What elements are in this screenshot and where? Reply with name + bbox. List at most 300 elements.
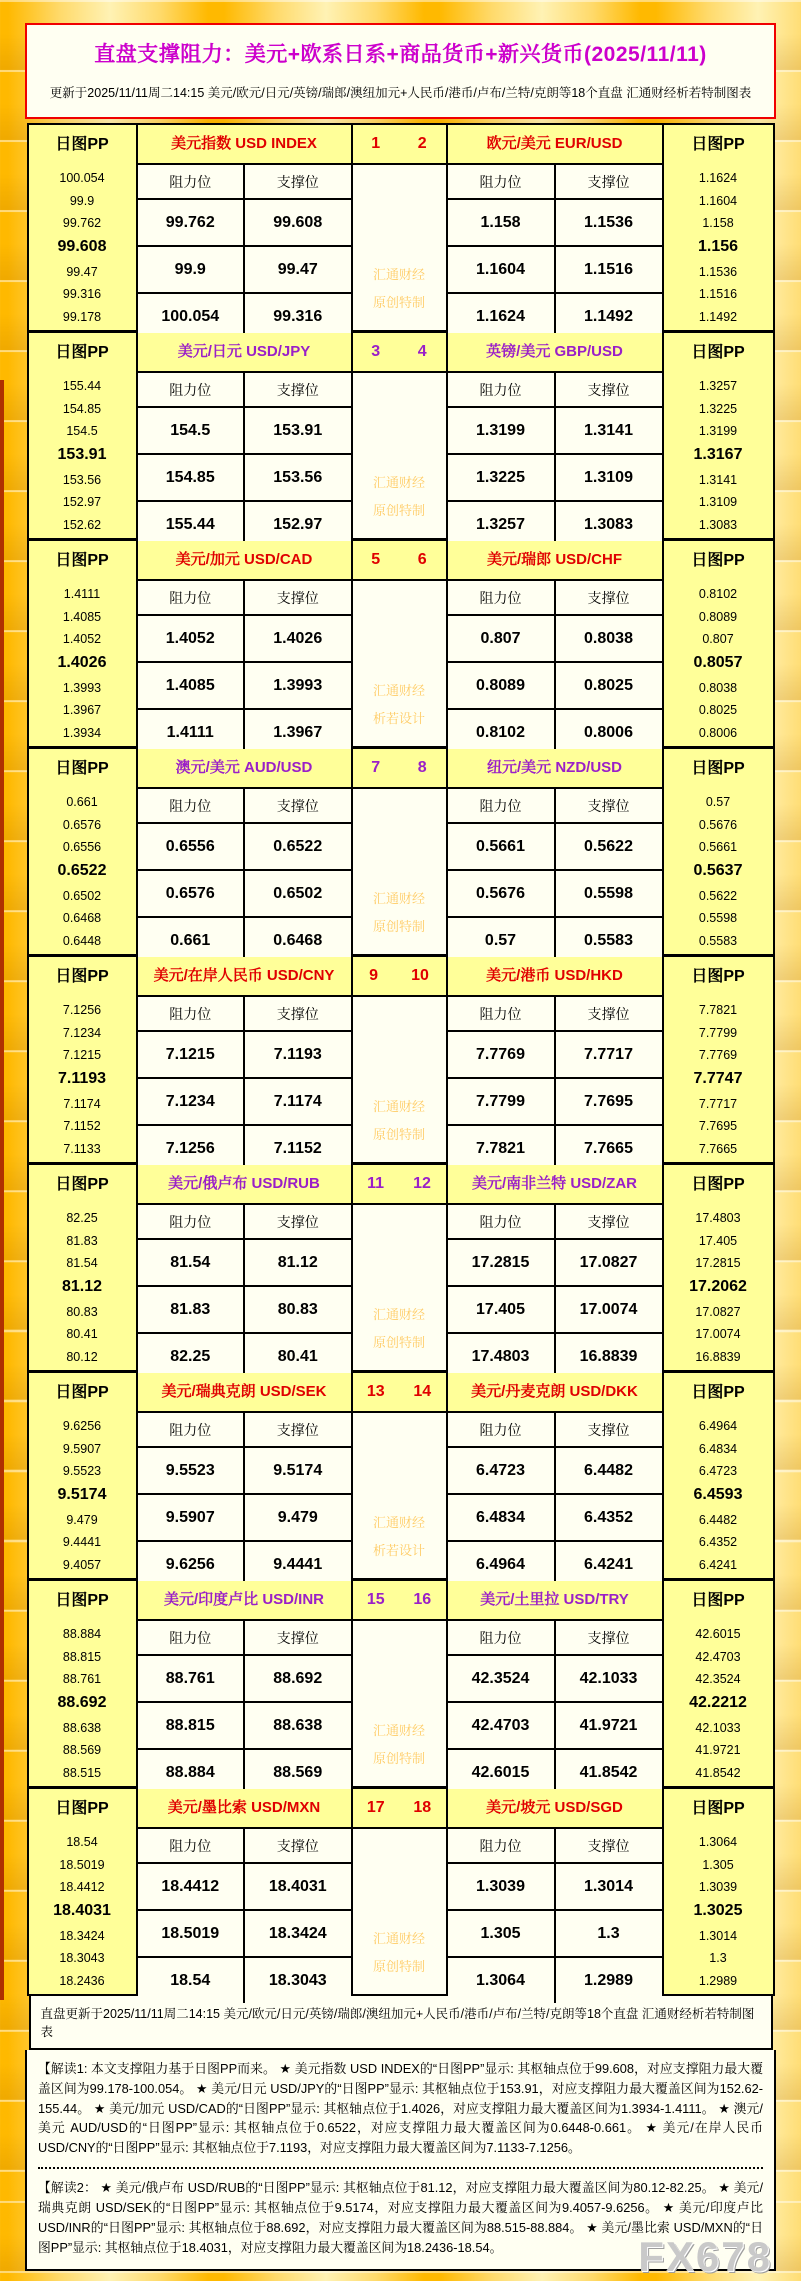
pp-level: 154.5 bbox=[66, 424, 98, 439]
pair-title-left: 美元/日元 USD/JPY bbox=[138, 333, 351, 373]
currency-section bbox=[29, 1373, 773, 1581]
pp-values-left bbox=[29, 997, 136, 1162]
pair-panel-right bbox=[448, 541, 664, 746]
pair-panel-right bbox=[448, 1789, 664, 1994]
support-cell: 1.3083 bbox=[555, 501, 662, 547]
pp-level: 9.5907 bbox=[62, 1441, 102, 1456]
support-cell: 99.47 bbox=[244, 246, 351, 293]
center-column bbox=[353, 541, 448, 746]
huitong-watermark bbox=[353, 997, 446, 1162]
daily-pp-label: 日图PP bbox=[55, 1176, 109, 1193]
pp-column-left bbox=[29, 333, 138, 538]
resistance-header: 阻力位 bbox=[448, 1205, 555, 1239]
support-cell: 1.1536 bbox=[555, 199, 662, 246]
pp-level-pivot: 1.156 bbox=[697, 238, 739, 256]
pp-column-left bbox=[29, 749, 138, 954]
note-1: 【解读1: 本文支撑阻力基于日图PP而来。 ★ 美元指数 USD INDEX的“日图PP”显示: 其枢轴点位于99.608，对应支撑阻力最大覆盖区间为99.178-100.054。 ★ 美元/日元 USD/JPY的“日图PP”显示: 其枢轴点位于153.91，对应支撑阻力最大覆盖区间为152.62-155.44。 ★ 美元/加元 USD/CAD的“日图PP”显示: 其枢轴点位于1.4026，对应支撑阻力最大覆盖区间为1.3934-1.4111。 ★ 澳元/美元 AUD/USD的“日图PP”显示: 其枢轴点位于0.6522，对应支撑阻力最大覆盖区间为0.6448-0.661。 ★ 美元/在岸人民币 USD/CNY的“日图PP”显示: 其枢轴点位于7.1193，对应支撑阻力最大覆盖区间为7.1133-7.1256。 bbox=[38, 2061, 763, 2156]
pp-values-right bbox=[664, 1621, 773, 1786]
currency-section bbox=[29, 749, 773, 957]
pp-level: 7.1234 bbox=[62, 1025, 102, 1040]
pp-column-left bbox=[29, 1789, 138, 1994]
resistance-cell: 7.7821 bbox=[448, 1125, 555, 1171]
section-number-right: 2 bbox=[417, 135, 427, 152]
center-column bbox=[353, 1789, 448, 1994]
pp-level-pivot: 42.2212 bbox=[689, 1694, 747, 1712]
pair-title-left: 美元/印度卢比 USD/INR bbox=[138, 1581, 351, 1621]
section-number-left: 3 bbox=[371, 343, 381, 360]
pp-values-left bbox=[29, 1621, 136, 1786]
pp-level-pivot: 81.12 bbox=[61, 1278, 103, 1296]
pair-title-right: 欧元/美元 EUR/USD bbox=[448, 125, 662, 165]
pp-level: 0.8038 bbox=[698, 680, 738, 695]
pp-level: 154.85 bbox=[62, 401, 102, 416]
pair-title-left: 美元/加元 USD/CAD bbox=[138, 541, 351, 581]
huitong-watermark bbox=[353, 1413, 446, 1578]
resistance-cell: 1.1624 bbox=[448, 293, 555, 339]
support-cell: 41.8542 bbox=[555, 1749, 662, 1795]
daily-pp-label: 日图PP bbox=[55, 1592, 109, 1609]
watermark-line-2: 析若设计 bbox=[372, 1542, 425, 1558]
resistance-cell: 0.5661 bbox=[448, 823, 555, 870]
rs-table-left bbox=[138, 789, 351, 963]
daily-pp-label: 日图PP bbox=[691, 968, 745, 985]
resistance-cell: 1.3225 bbox=[448, 454, 555, 501]
resistance-cell: 0.661 bbox=[138, 917, 245, 963]
currency-section bbox=[29, 541, 773, 749]
pp-values-left bbox=[29, 789, 136, 954]
section-numbers bbox=[353, 541, 446, 581]
support-cell: 9.4441 bbox=[244, 1541, 351, 1587]
pp-column-left bbox=[29, 125, 138, 330]
update-line: 更新于2025/11/11周二14:15 美元/欧元/日元/英镑/瑞郎/澳纽加元+人民币/港币/卢布/兰特/克朗等18个直盘 汇通财经析若特制图表 bbox=[49, 86, 752, 100]
pp-level: 7.1133 bbox=[63, 1141, 101, 1156]
pp-level: 1.3 bbox=[709, 1951, 727, 1966]
pp-level: 1.1604 bbox=[698, 193, 738, 208]
resistance-header: 阻力位 bbox=[448, 997, 555, 1031]
support-cell: 152.97 bbox=[244, 501, 351, 547]
daily-pp-label: 日图PP bbox=[55, 136, 109, 153]
support-cell: 80.83 bbox=[244, 1286, 351, 1333]
pp-level: 7.7821 bbox=[698, 1003, 738, 1018]
resistance-cell: 9.6256 bbox=[138, 1541, 245, 1587]
huitong-watermark bbox=[353, 1205, 446, 1370]
pp-level: 18.2436 bbox=[59, 1973, 105, 1988]
daily-pp-label: 日图PP bbox=[691, 1176, 745, 1193]
watermark-line-1: 汇通财经 bbox=[372, 1307, 425, 1323]
pp-level: 0.8089 bbox=[698, 609, 738, 624]
pair-panel-left bbox=[138, 541, 353, 746]
daily-pp-label: 日图PP bbox=[55, 552, 109, 569]
pp-level: 99.762 bbox=[62, 216, 102, 231]
section-number-left: 17 bbox=[366, 1799, 385, 1816]
pp-level: 1.3014 bbox=[698, 1928, 738, 1943]
pp-column-left bbox=[29, 1581, 138, 1786]
pp-level: 0.8025 bbox=[698, 703, 738, 718]
watermark-line-2: 原创特制 bbox=[372, 918, 425, 934]
section-numbers bbox=[353, 1165, 446, 1205]
pp-level: 9.6256 bbox=[62, 1419, 102, 1434]
support-cell: 99.608 bbox=[244, 199, 351, 246]
rs-table-left bbox=[138, 1829, 351, 2003]
resistance-cell: 42.4703 bbox=[448, 1702, 555, 1749]
support-header: 支撑位 bbox=[555, 373, 662, 407]
support-cell: 6.4352 bbox=[555, 1494, 662, 1541]
section-numbers bbox=[353, 1581, 446, 1621]
pp-level: 6.4723 bbox=[698, 1464, 738, 1479]
pp-level: 1.4085 bbox=[62, 609, 102, 624]
pp-column-right bbox=[664, 333, 773, 538]
resistance-header: 阻力位 bbox=[138, 1205, 245, 1239]
resistance-cell: 82.25 bbox=[138, 1333, 245, 1379]
watermark-line-1: 汇通财经 bbox=[372, 683, 425, 699]
resistance-cell: 1.305 bbox=[448, 1910, 555, 1957]
support-header: 支撑位 bbox=[555, 1413, 662, 1447]
currency-section bbox=[29, 333, 773, 541]
rs-table-right bbox=[448, 997, 662, 1171]
pp-level: 7.1174 bbox=[63, 1096, 101, 1111]
support-header: 支撑位 bbox=[555, 1205, 662, 1239]
support-cell: 0.8038 bbox=[555, 615, 662, 662]
section-number-right: 12 bbox=[413, 1175, 431, 1192]
pp-level: 17.0827 bbox=[695, 1304, 741, 1319]
rs-table-right bbox=[448, 1829, 662, 2003]
pp-values-right bbox=[664, 1413, 773, 1578]
support-header: 支撑位 bbox=[244, 997, 351, 1031]
resistance-cell: 0.6576 bbox=[138, 870, 245, 917]
note-2: 【解读2： ★ 美元/俄卢布 USD/RUB的“日图PP”显示: 其枢轴点位于81.12，对应支撑阻力最大覆盖区间为80.12-82.25。 ★ 美元/瑞典克朗 USD/SEK的“日图PP”显示: 其枢轴点位于9.5174，对应支撑阻力最大覆盖区间为9.4057-9.6256。 ★ 美元/印度卢比 USD/INR的“日图PP”显示: 其枢轴点位于88.692，对应支撑阻力最大覆盖区间为88.515-88.884。 ★ 美元/墨比索 USD/MXN的“日图PP”显示: 其枢轴点位于18.4031，对应支撑阻力最大覆盖区间为18.2436-18.54。 bbox=[38, 2167, 763, 2257]
pair-panel-right bbox=[448, 957, 664, 1162]
rs-table-right bbox=[448, 1621, 662, 1795]
resistance-cell: 0.6556 bbox=[138, 823, 245, 870]
pair-panel-left bbox=[138, 1165, 353, 1370]
watermark-line-2: 析若设计 bbox=[372, 710, 425, 726]
rs-table-left bbox=[138, 1205, 351, 1379]
resistance-cell: 6.4723 bbox=[448, 1447, 555, 1494]
rs-table-right bbox=[448, 1413, 662, 1587]
pair-title-left: 澳元/美元 AUD/USD bbox=[138, 749, 351, 789]
resistance-cell: 6.4964 bbox=[448, 1541, 555, 1587]
resistance-header: 阻力位 bbox=[448, 581, 555, 615]
rs-table-left bbox=[138, 373, 351, 547]
pp-level-pivot: 18.4031 bbox=[53, 1902, 111, 1920]
pp-level: 1.3083 bbox=[698, 517, 738, 532]
section-number-left: 15 bbox=[366, 1591, 385, 1608]
pp-level-pivot: 17.2062 bbox=[689, 1278, 747, 1296]
resistance-cell: 0.807 bbox=[448, 615, 555, 662]
pp-level: 6.4834 bbox=[698, 1441, 738, 1456]
pp-level: 1.3141 bbox=[698, 472, 738, 487]
daily-pp-label: 日图PP bbox=[691, 1592, 745, 1609]
pp-level: 18.54 bbox=[66, 1835, 98, 1850]
support-cell: 81.12 bbox=[244, 1239, 351, 1286]
support-cell: 1.3 bbox=[555, 1910, 662, 1957]
pp-level: 16.8839 bbox=[695, 1349, 741, 1364]
pp-level-pivot: 88.692 bbox=[57, 1694, 107, 1712]
section-number-right: 16 bbox=[413, 1591, 432, 1608]
resistance-header: 阻力位 bbox=[138, 997, 245, 1031]
center-column bbox=[353, 333, 448, 538]
pp-level-pivot: 1.4026 bbox=[57, 654, 107, 672]
resistance-cell: 88.815 bbox=[138, 1702, 245, 1749]
watermark-line-2: 原创特制 bbox=[372, 1750, 425, 1766]
huitong-watermark bbox=[353, 789, 446, 954]
pair-title-right: 英镑/美元 GBP/USD bbox=[448, 333, 662, 373]
resistance-header: 阻力位 bbox=[138, 165, 245, 199]
resistance-cell: 1.3039 bbox=[448, 1863, 555, 1910]
pp-level: 1.3064 bbox=[698, 1835, 738, 1850]
pp-level: 0.57 bbox=[705, 795, 731, 810]
pp-level: 9.479 bbox=[66, 1512, 98, 1527]
pair-title-right: 美元/港币 USD/HKD bbox=[448, 957, 662, 997]
pair-title-right: 美元/土里拉 USD/TRY bbox=[448, 1581, 662, 1621]
section-number-left: 9 bbox=[369, 967, 378, 984]
pp-level-pivot: 99.608 bbox=[57, 238, 107, 256]
pp-level: 17.0074 bbox=[695, 1327, 741, 1342]
pair-title-left: 美元/在岸人民币 USD/CNY bbox=[138, 957, 351, 997]
pair-panel-right bbox=[448, 333, 664, 538]
pp-level-pivot: 9.5174 bbox=[57, 1486, 107, 1504]
support-header: 支撑位 bbox=[555, 1829, 662, 1863]
support-cell: 0.6522 bbox=[244, 823, 351, 870]
pp-values-left bbox=[29, 581, 136, 746]
support-cell: 0.5598 bbox=[555, 870, 662, 917]
pp-level: 80.41 bbox=[66, 1327, 98, 1342]
pp-level: 0.5676 bbox=[698, 817, 738, 832]
support-cell: 18.4031 bbox=[244, 1863, 351, 1910]
pp-values-right bbox=[664, 789, 773, 954]
pp-level: 0.661 bbox=[66, 795, 98, 810]
section-number-right: 6 bbox=[417, 551, 427, 568]
support-cell: 42.1033 bbox=[555, 1655, 662, 1702]
support-header: 支撑位 bbox=[244, 1621, 351, 1655]
resistance-cell: 1.3199 bbox=[448, 407, 555, 454]
resistance-cell: 81.83 bbox=[138, 1286, 245, 1333]
pp-level: 9.5523 bbox=[62, 1464, 102, 1479]
resistance-cell: 7.1256 bbox=[138, 1125, 245, 1171]
support-header: 支撑位 bbox=[555, 581, 662, 615]
pair-panel-left bbox=[138, 1789, 353, 1994]
pp-level: 99.9 bbox=[69, 193, 95, 208]
resistance-cell: 81.54 bbox=[138, 1239, 245, 1286]
support-cell: 0.5583 bbox=[555, 917, 662, 963]
support-cell: 1.1492 bbox=[555, 293, 662, 339]
pp-level: 1.1624 bbox=[698, 171, 738, 186]
resistance-cell: 42.3524 bbox=[448, 1655, 555, 1702]
pp-values-left bbox=[29, 1413, 136, 1578]
pp-values-right bbox=[664, 997, 773, 1162]
pp-level-pivot: 7.1193 bbox=[57, 1070, 107, 1088]
pp-level: 152.62 bbox=[62, 517, 102, 532]
resistance-cell: 7.1215 bbox=[138, 1031, 245, 1078]
pp-values-left bbox=[29, 1205, 136, 1370]
resistance-header: 阻力位 bbox=[138, 373, 245, 407]
pp-level: 0.6448 bbox=[62, 933, 102, 948]
currency-section bbox=[29, 1581, 773, 1789]
pp-column-left bbox=[29, 1165, 138, 1370]
support-cell: 18.3043 bbox=[244, 1957, 351, 2003]
pp-column-left bbox=[29, 541, 138, 746]
resistance-cell: 1.158 bbox=[448, 199, 555, 246]
pp-level: 0.807 bbox=[702, 632, 734, 647]
watermark-line-1: 汇通财经 bbox=[372, 1515, 425, 1531]
pp-values-left bbox=[29, 1829, 136, 1994]
support-cell: 153.56 bbox=[244, 454, 351, 501]
pp-level: 0.6468 bbox=[62, 911, 102, 926]
resistance-cell: 1.3257 bbox=[448, 501, 555, 547]
pp-level: 1.1492 bbox=[698, 309, 738, 324]
center-column bbox=[353, 125, 448, 330]
daily-pp-label: 日图PP bbox=[55, 1384, 109, 1401]
section-number-right: 4 bbox=[417, 343, 427, 360]
pp-level: 7.7799 bbox=[698, 1025, 738, 1040]
watermark-line-1: 汇通财经 bbox=[372, 1931, 425, 1947]
support-cell: 153.91 bbox=[244, 407, 351, 454]
support-cell: 17.0827 bbox=[555, 1239, 662, 1286]
watermark-line-1: 汇通财经 bbox=[372, 1723, 425, 1739]
pp-level: 1.3109 bbox=[698, 495, 738, 510]
page-title: 直盘支撑阻力：美元+欧系日系+商品货币+新兴货币(2025/11/11) bbox=[94, 43, 707, 66]
currency-section bbox=[29, 1789, 773, 1994]
support-cell: 88.692 bbox=[244, 1655, 351, 1702]
pp-level: 0.5598 bbox=[698, 911, 738, 926]
pp-level: 0.8102 bbox=[698, 587, 738, 602]
resistance-cell: 0.57 bbox=[448, 917, 555, 963]
resistance-cell: 0.5676 bbox=[448, 870, 555, 917]
pp-level-pivot: 153.91 bbox=[57, 446, 107, 464]
watermark-line-2: 原创特制 bbox=[372, 1334, 425, 1350]
fx678-watermark: FX678 bbox=[638, 2233, 772, 2281]
resistance-cell: 7.1234 bbox=[138, 1078, 245, 1125]
pp-level: 17.2815 bbox=[695, 1256, 741, 1271]
pp-level: 1.305 bbox=[702, 1857, 734, 1872]
support-cell: 6.4241 bbox=[555, 1541, 662, 1587]
pp-level: 17.4803 bbox=[695, 1211, 741, 1226]
pp-level: 41.9721 bbox=[695, 1743, 741, 1758]
huitong-watermark bbox=[353, 165, 446, 330]
pp-level-pivot: 1.3167 bbox=[693, 446, 743, 464]
support-header: 支撑位 bbox=[244, 165, 351, 199]
support-cell: 1.3993 bbox=[244, 662, 351, 709]
rs-table-right bbox=[448, 1205, 662, 1379]
pp-level: 0.5583 bbox=[698, 933, 738, 948]
pp-values-right bbox=[664, 1829, 773, 1994]
support-header: 支撑位 bbox=[244, 789, 351, 823]
section-number-left: 11 bbox=[367, 1175, 384, 1192]
resistance-header: 阻力位 bbox=[448, 789, 555, 823]
page bbox=[25, 23, 776, 2281]
resistance-cell: 1.3064 bbox=[448, 1957, 555, 2003]
support-cell: 80.41 bbox=[244, 1333, 351, 1379]
pp-column-right bbox=[664, 1165, 773, 1370]
pp-level: 1.1536 bbox=[698, 264, 738, 279]
pp-level: 88.815 bbox=[62, 1649, 102, 1664]
pp-level: 18.3043 bbox=[59, 1951, 105, 1966]
pair-title-right: 纽元/美元 NZD/USD bbox=[448, 749, 662, 789]
watermark-line-2: 原创特制 bbox=[372, 1958, 425, 1974]
rs-table-right bbox=[448, 373, 662, 547]
pp-level: 80.12 bbox=[66, 1349, 98, 1364]
resistance-cell: 154.85 bbox=[138, 454, 245, 501]
support-cell: 7.1193 bbox=[244, 1031, 351, 1078]
support-cell: 7.1174 bbox=[244, 1078, 351, 1125]
pp-level: 1.3199 bbox=[698, 424, 738, 439]
pp-level-pivot: 0.8057 bbox=[693, 654, 743, 672]
resistance-cell: 42.6015 bbox=[448, 1749, 555, 1795]
resistance-cell: 1.4085 bbox=[138, 662, 245, 709]
pp-level: 99.178 bbox=[62, 309, 102, 324]
pp-level: 0.5661 bbox=[698, 840, 738, 855]
pp-level: 1.3934 bbox=[62, 725, 102, 740]
pp-column-right bbox=[664, 1789, 773, 1994]
huitong-watermark bbox=[353, 1829, 446, 1994]
resistance-cell: 88.761 bbox=[138, 1655, 245, 1702]
pp-values-right bbox=[664, 581, 773, 746]
resistance-cell: 18.5019 bbox=[138, 1910, 245, 1957]
pp-level: 7.1152 bbox=[63, 1119, 101, 1134]
resistance-cell: 9.5907 bbox=[138, 1494, 245, 1541]
pp-level: 9.4441 bbox=[62, 1535, 102, 1550]
pp-level: 99.47 bbox=[66, 264, 98, 279]
pp-level: 42.3524 bbox=[695, 1672, 741, 1687]
support-header: 支撑位 bbox=[244, 581, 351, 615]
currency-section bbox=[29, 1165, 773, 1373]
pp-level: 0.6556 bbox=[62, 840, 102, 855]
pp-level: 9.4057 bbox=[62, 1557, 102, 1572]
resistance-cell: 18.4412 bbox=[138, 1863, 245, 1910]
support-cell: 0.8006 bbox=[555, 709, 662, 755]
currency-section bbox=[29, 957, 773, 1165]
rs-table-left bbox=[138, 1413, 351, 1587]
pp-level: 153.56 bbox=[62, 472, 102, 487]
pp-values-left bbox=[29, 373, 136, 538]
support-cell: 1.3141 bbox=[555, 407, 662, 454]
watermark-line-1: 汇通财经 bbox=[372, 891, 425, 907]
resistance-header: 阻力位 bbox=[448, 373, 555, 407]
pair-panel-left bbox=[138, 957, 353, 1162]
pp-level: 1.1516 bbox=[698, 287, 738, 302]
pair-panel-right bbox=[448, 1373, 664, 1578]
pp-level: 81.54 bbox=[66, 1256, 98, 1271]
pp-level: 0.6502 bbox=[62, 888, 102, 903]
section-numbers bbox=[353, 333, 446, 373]
pp-level: 7.7769 bbox=[698, 1048, 738, 1063]
pp-level: 1.3967 bbox=[62, 703, 102, 718]
pp-level: 81.83 bbox=[66, 1233, 98, 1248]
support-cell: 99.316 bbox=[244, 293, 351, 339]
pp-level: 1.3039 bbox=[698, 1880, 738, 1895]
pp-level: 80.83 bbox=[66, 1304, 98, 1319]
support-cell: 6.4482 bbox=[555, 1447, 662, 1494]
pair-title-right: 美元/坡元 USD/SGD bbox=[448, 1789, 662, 1829]
resistance-cell: 155.44 bbox=[138, 501, 245, 547]
pair-title-left: 美元/墨比索 USD/MXN bbox=[138, 1789, 351, 1829]
pp-level: 0.6576 bbox=[62, 817, 102, 832]
support-cell: 1.3109 bbox=[555, 454, 662, 501]
pp-level: 1.3993 bbox=[62, 680, 102, 695]
pp-values-right bbox=[664, 165, 773, 330]
support-cell: 7.7695 bbox=[555, 1078, 662, 1125]
support-header: 支撑位 bbox=[244, 1205, 351, 1239]
pp-level: 6.4352 bbox=[698, 1535, 738, 1550]
support-cell: 16.8839 bbox=[555, 1333, 662, 1379]
daily-pp-label: 日图PP bbox=[691, 552, 745, 569]
center-column bbox=[353, 749, 448, 954]
section-number-right: 14 bbox=[413, 1383, 432, 1400]
pair-panel-right bbox=[448, 1581, 664, 1786]
section-number-right: 10 bbox=[411, 967, 429, 984]
watermark-line-1: 汇通财经 bbox=[372, 267, 425, 283]
support-cell: 18.3424 bbox=[244, 1910, 351, 1957]
